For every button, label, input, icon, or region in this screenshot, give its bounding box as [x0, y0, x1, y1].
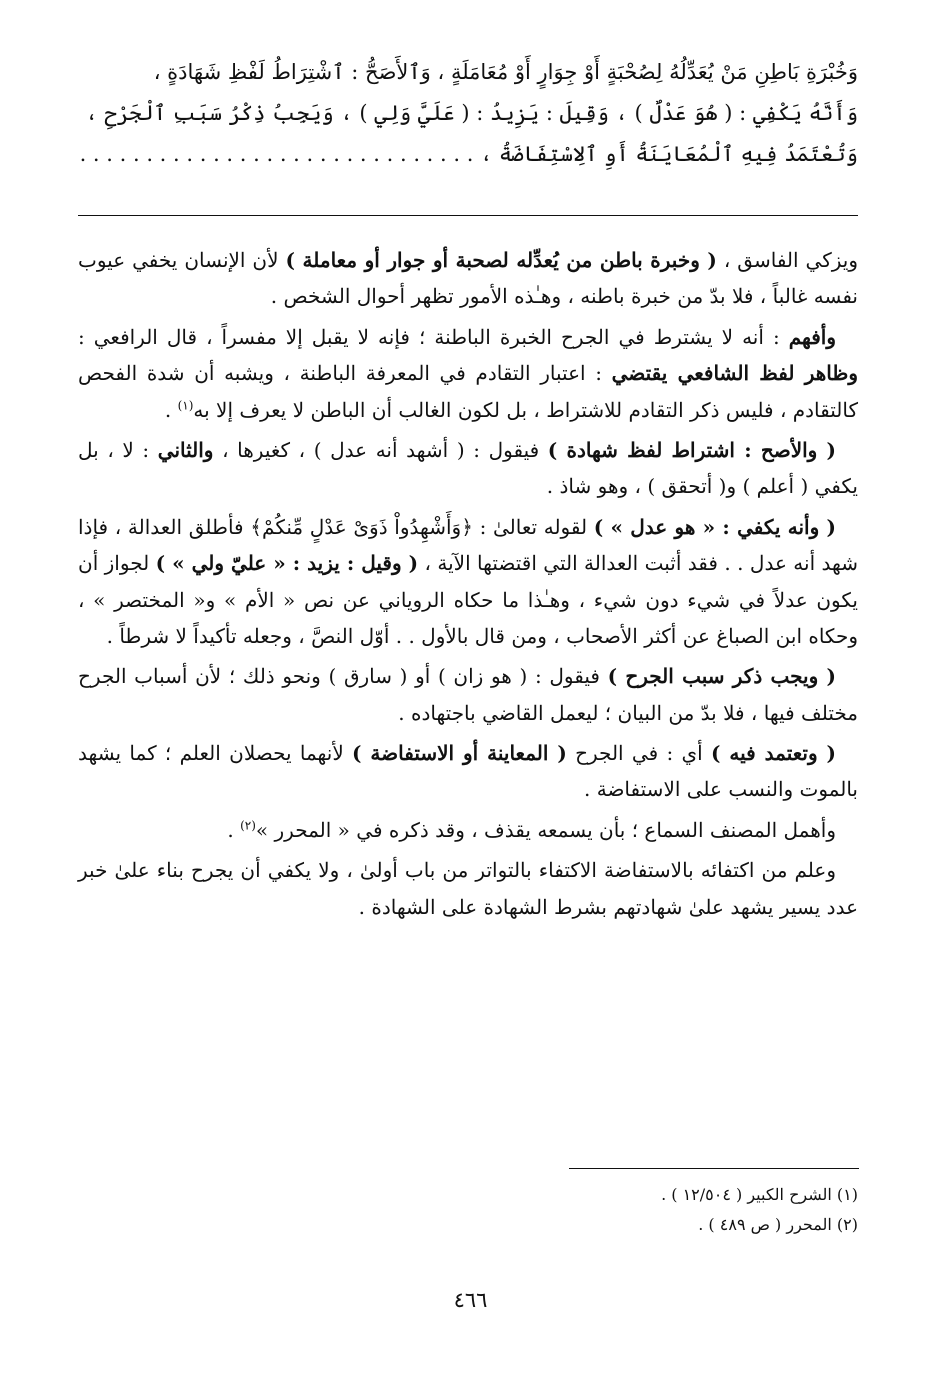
text-run: لأنهما يحصلان العلم ؛ كما يشهد بالموت والنسب على الاستفاضة . — [78, 741, 858, 802]
quoted-matn: ( المعاينة أو الاستفاضة ) — [352, 741, 567, 766]
matn-line-2: وَأَنَّهُ يَكْفِي : ( هُوَ عَدْلٌ ) ، وَقِيلَ : يَزِيدُ : ( عَلَيَّ وَلِي ) ، وَيَجِبُ ذِكْرُ سَبَبِ ٱلْجَرْحِ ، — [85, 100, 858, 125]
text-run: لأن الإنسان يخفي عيوب نفسه غالباً ، فلا بدّ من خبرة باطنه ، وهـٰذه الأمور تظهر أحوال الشخص . — [78, 248, 858, 309]
footnote-1: (١) الشرح الكبير ( ١٢/٥٠٤ ) . — [661, 1185, 858, 1204]
footnote-2: (٢) المحرر ( ص ٤٨٩ ) . — [698, 1214, 858, 1234]
footnote-divider — [569, 1168, 859, 1169]
quoted-matn: ( والأصح : اشتراط لفظ شهادة ) — [547, 437, 837, 462]
quoted-matn: ( وقيل : يزيد : « عليّ ولي » ) — [155, 551, 419, 576]
text-run: أي : في الجرح — [566, 741, 712, 766]
text-run: وأهمل المصنف السماع ؛ بأن يسمعه يقذف ، وقد ذكره في « المحرر » — [255, 817, 836, 842]
commentary-paragraph-8: وعلم من اكتفائه بالاستفاضة الاكتفاء بالتواتر من باب أولىٰ ، ولا يكفي أن يجرح بناء علىٰ خبر عدد يسير يشهد علىٰ شهادتهم بشرط الشهادة على الشهادة . — [78, 858, 858, 919]
section-divider — [78, 215, 858, 216]
footnote-ref-1[interactable]: (١) — [177, 397, 194, 412]
commentary-block — [78, 242, 858, 929]
text-run: فيقول : ( هو زان ) أو ( سارق ) ونحو ذلك ؛ لأن أسباب الجرح مختلف فيها ، فلا بدّ من البيان ؛ ليعمل القاضي باجتهاده . — [78, 664, 858, 725]
text-run: فيقول : ( أشهد أنه عدل ) ، كغيرها ، — [213, 437, 548, 462]
keyword: والثاني — [157, 437, 214, 462]
quoted-matn: ( ويجب ذكر سبب الجرح ) — [607, 664, 836, 689]
footnote-ref-2[interactable]: (٢) — [240, 818, 256, 833]
text-run: لقوله تعالىٰ : ﴿وَأَشْهِدُواْ ذَوَىْ عَدْلٍ مِّنكُمْ﴾ فأطلق العدالة ، فإذا شهد أنه عدل . . فقد أثبت العدالة التي اقتضتها الآية ، — [78, 514, 858, 576]
commentary-paragraph-3 — [78, 432, 858, 505]
quoted-matn: ( وخبرة باطن من يُعدِّله لصحبة أو جوار أو معاملة ) — [285, 248, 717, 272]
matn-line-3: وَتُعْتَمَدُ فِيهِ ٱلْمُعَايَنَةُ أَوِ ٱلِاسْتِفَاضَةُ ، . . . . . . . . . . . . . . . . . . . . . . . . . . . . . . — [79, 141, 858, 166]
text-run: : أنه لا يشترط في الجرح الخبرة الباطنة ؛ فإنه لا يقبل إلا مفسراً ، قال الرافعي : — [78, 324, 789, 349]
keyword: وأفهم — [788, 324, 836, 349]
text-run: لجواز أن يكون عدلاً في شيء دون شيء ، وهـٰذا ما حكاه الروياني عن نص « الأم » و« المختصر » ، وحكاه ابن الصباغ عن أكثر الأصحاب ، ومن قال بالأول . . أوّل النصَّ ، وجعله تأكيداً لا شرطاً . — [78, 551, 858, 648]
commentary-paragraph-4 — [78, 509, 858, 655]
commentary-paragraph-7 — [78, 812, 858, 848]
commentary-paragraph-2 — [78, 319, 858, 428]
footnotes — [78, 1180, 858, 1239]
keyword: وظاهر لفظ الشافعي يقتضي — [611, 361, 858, 386]
text-run: ويزكي الفاسق ، — [716, 248, 858, 272]
commentary-paragraph-6 — [78, 735, 858, 808]
text-run: . — [227, 817, 241, 842]
text-run: . — [164, 397, 178, 422]
main-text-block — [78, 52, 858, 175]
quoted-matn: ( وأنه يكفي : « هو عدل » ) — [593, 514, 837, 539]
matn-line-1: وَخُبْرَةِ بَاطِنِ مَنْ يُعَدِّلُهُ لِصُحْبَةٍ أَوْ جِوَارٍ أَوْ مُعَامَلَةٍ ، وَٱلأَصَحُّ : ٱشْتِرَاطُ لَفْظِ شَهَادَةٍ ، — [153, 60, 858, 84]
page-number: ٤٦٦ — [453, 1288, 488, 1312]
commentary-paragraph-1 — [78, 242, 858, 315]
text-run: : لا ، بل يكفي ( أعلم ) و( أتحقق ) ، وهو شاذ . — [78, 437, 858, 499]
commentary-paragraph-5 — [78, 658, 858, 731]
quoted-matn: ( وتعتمد فيه ) — [711, 741, 836, 766]
text-run: : اعتبار التقادم في المعرفة الباطنة ، ويشبه أن شدة الفحص كالتقادم ، فليس ذكر التقادم للاشتراط ، بل لكون الغالب أن الباطن لا يعرف إلا به — [78, 361, 858, 422]
